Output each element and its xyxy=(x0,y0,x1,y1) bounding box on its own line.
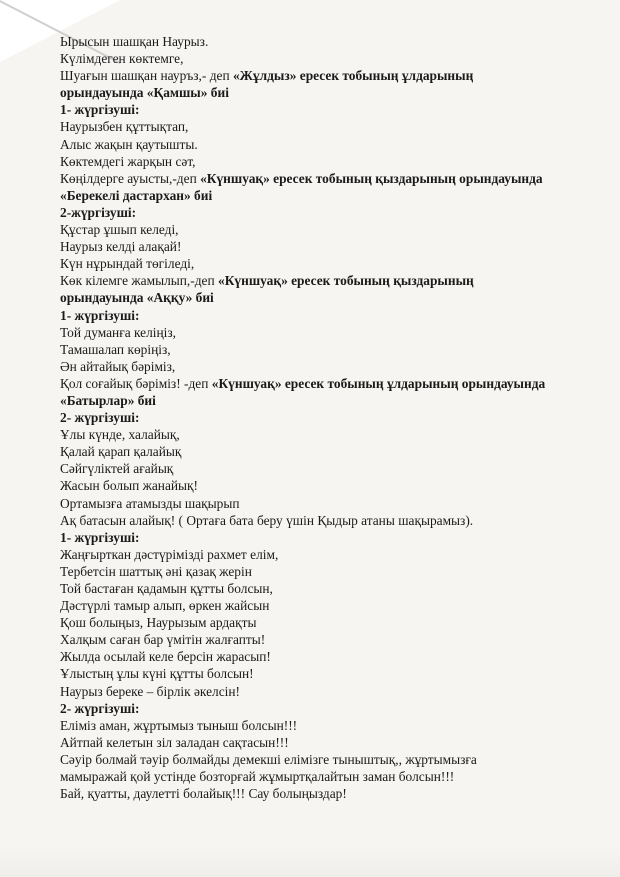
text-line xyxy=(60,631,600,648)
text-line xyxy=(60,529,600,546)
text-run: Наурыз береке – бірлік әкелсін! xyxy=(60,683,241,699)
text-line xyxy=(60,614,600,631)
text-line xyxy=(60,580,600,597)
bold-text-run: «Күншуақ» ересек тобының қыздарының xyxy=(218,273,474,289)
text-run: Тамашалап көріңіз, xyxy=(60,341,171,357)
text-line xyxy=(60,324,600,341)
text-run: Той думанға келіңіз, xyxy=(60,324,177,340)
text-line xyxy=(60,307,600,324)
bold-text-run: 1- жүргізуші: xyxy=(60,529,140,545)
text-line xyxy=(60,648,600,665)
text-run: Қош болыңыз, Наурызым ардақты xyxy=(60,615,257,631)
text-line xyxy=(60,238,600,255)
text-line xyxy=(60,255,600,272)
text-run: Тербетсін шаттық әні қазақ жерін xyxy=(60,563,252,579)
text-line xyxy=(60,495,600,512)
bold-text-run: «Батырлар» биі xyxy=(60,392,156,408)
text-run: Еліміз аман, жұртымыз тыныш болсын!!! xyxy=(60,717,298,733)
bold-text-run: 2- жүргізуші: xyxy=(60,410,140,426)
bold-text-run: 1- жүргізуші: xyxy=(60,102,140,118)
text-run: Алыс жақын қаутышты. xyxy=(60,136,198,152)
text-run: Ұлы күнде, халайық, xyxy=(60,427,180,443)
text-line xyxy=(60,785,600,802)
text-run: Көктемдегі жарқын сәт, xyxy=(60,153,196,169)
text-line xyxy=(60,272,600,289)
text-line xyxy=(60,477,600,494)
bold-text-run: «Жұлдыз» ересек тобының ұлдарының xyxy=(232,68,474,84)
text-run: Наурыз келді алақай! xyxy=(60,239,182,255)
text-run: Ырысын шашқан Наурыз. xyxy=(60,34,209,49)
text-run: Ақ батасын алайық! ( Ортаға бата беру үшін Қыдыр атаны шақырамыз). xyxy=(60,512,474,528)
bold-text-run: «Күншуақ» ересек тобының қыздарының орындауында xyxy=(200,170,543,186)
text-line xyxy=(60,67,600,84)
text-run: Қалай қарап қалайық xyxy=(60,444,182,460)
text-run: Ортамызға атамызды шақырып xyxy=(60,495,240,511)
text-line xyxy=(60,717,600,734)
text-line xyxy=(60,153,600,170)
text-run: Көк кілемге жамылып,-деп xyxy=(60,273,219,289)
text-line xyxy=(60,512,600,529)
text-line xyxy=(60,734,600,751)
text-line xyxy=(60,136,600,153)
bold-text-run: орындауында «Қамшы» биі xyxy=(60,85,229,101)
text-run: Той бастаған қадамын құтты болсын, xyxy=(60,581,273,596)
text-run: Ән айтайық бәріміз, xyxy=(60,358,176,374)
text-run: Ұлыстың ұлы күні құтты болсын! xyxy=(60,666,254,682)
text-run: Наурызбен құттықтап, xyxy=(60,119,189,135)
text-run: Сәуір болмай тәуір болмайды демекші елімізге тыныштық,, жұртымызға xyxy=(60,751,477,767)
text-run: Қол соғайық бәріміз! -деп xyxy=(60,375,212,391)
text-line xyxy=(60,341,600,358)
text-line xyxy=(60,597,600,614)
bold-text-run: «Берекелі дастархан» биі xyxy=(60,187,213,203)
page-bottom xyxy=(0,847,620,877)
text-line xyxy=(60,221,600,238)
text-line xyxy=(60,700,600,717)
text-run: Құстар ұшып келеді, xyxy=(60,222,179,238)
text-line xyxy=(60,460,600,477)
text-line xyxy=(60,33,600,50)
text-line xyxy=(60,170,600,187)
bold-text-run: 2- жүргізуші: xyxy=(60,700,140,716)
text-run: Сәйгүліктей ағайық xyxy=(60,461,174,477)
text-line xyxy=(60,426,600,443)
text-run: Халқым саған бар үмітін жалғапты! xyxy=(60,632,266,648)
text-line xyxy=(60,683,600,700)
document-text xyxy=(60,33,600,802)
text-line xyxy=(60,392,600,409)
bold-text-run: 1- жүргізуші: xyxy=(60,307,140,323)
text-run: Бай, қуатты, даулетті болайық!!! Сау болыңыздар! xyxy=(60,786,347,802)
text-run: Жаңғырткан дәстүрімізді рахмет елім, xyxy=(60,546,279,562)
text-run: Күн нұрындай төгіледі, xyxy=(60,256,195,272)
text-line xyxy=(60,204,600,221)
text-line xyxy=(60,768,600,785)
text-run: Көңілдерге ауысты,-деп xyxy=(60,170,201,186)
text-run: Күлімдеген көктемге, xyxy=(60,51,184,67)
text-run: мамыражай қой устінде бозторғай жұмыртқалайтын заман болсын!!! xyxy=(60,769,455,785)
text-line xyxy=(60,443,600,460)
text-line xyxy=(60,375,600,392)
text-run: Дәстүрлі тамыр алып, өркен жайсын xyxy=(60,598,270,614)
bold-text-run: «Күншуақ» ересек тобының ұлдарының орындауында xyxy=(211,375,546,391)
text-line xyxy=(60,84,600,101)
text-line xyxy=(60,289,600,306)
text-run: Айтпай келетын зіл заладан сақтасын!!! xyxy=(60,734,289,750)
text-line xyxy=(60,665,600,682)
text-line xyxy=(60,546,600,563)
text-line xyxy=(60,409,600,426)
text-line xyxy=(60,118,600,135)
bold-text-run: 2-жүргізуші: xyxy=(60,204,137,220)
text-line xyxy=(60,563,600,580)
text-line xyxy=(60,358,600,375)
text-line xyxy=(60,187,600,204)
text-line xyxy=(60,751,600,768)
bold-text-run: орындауында «Аққу» биі xyxy=(60,290,214,306)
text-line xyxy=(60,101,600,118)
text-run: Шуағын шашқан науръз,- деп xyxy=(60,68,233,84)
text-run: Жылда осылай келе берсін жарасып! xyxy=(60,649,271,665)
text-line xyxy=(60,50,600,67)
text-run: Жасын болып жанайық! xyxy=(60,478,199,494)
